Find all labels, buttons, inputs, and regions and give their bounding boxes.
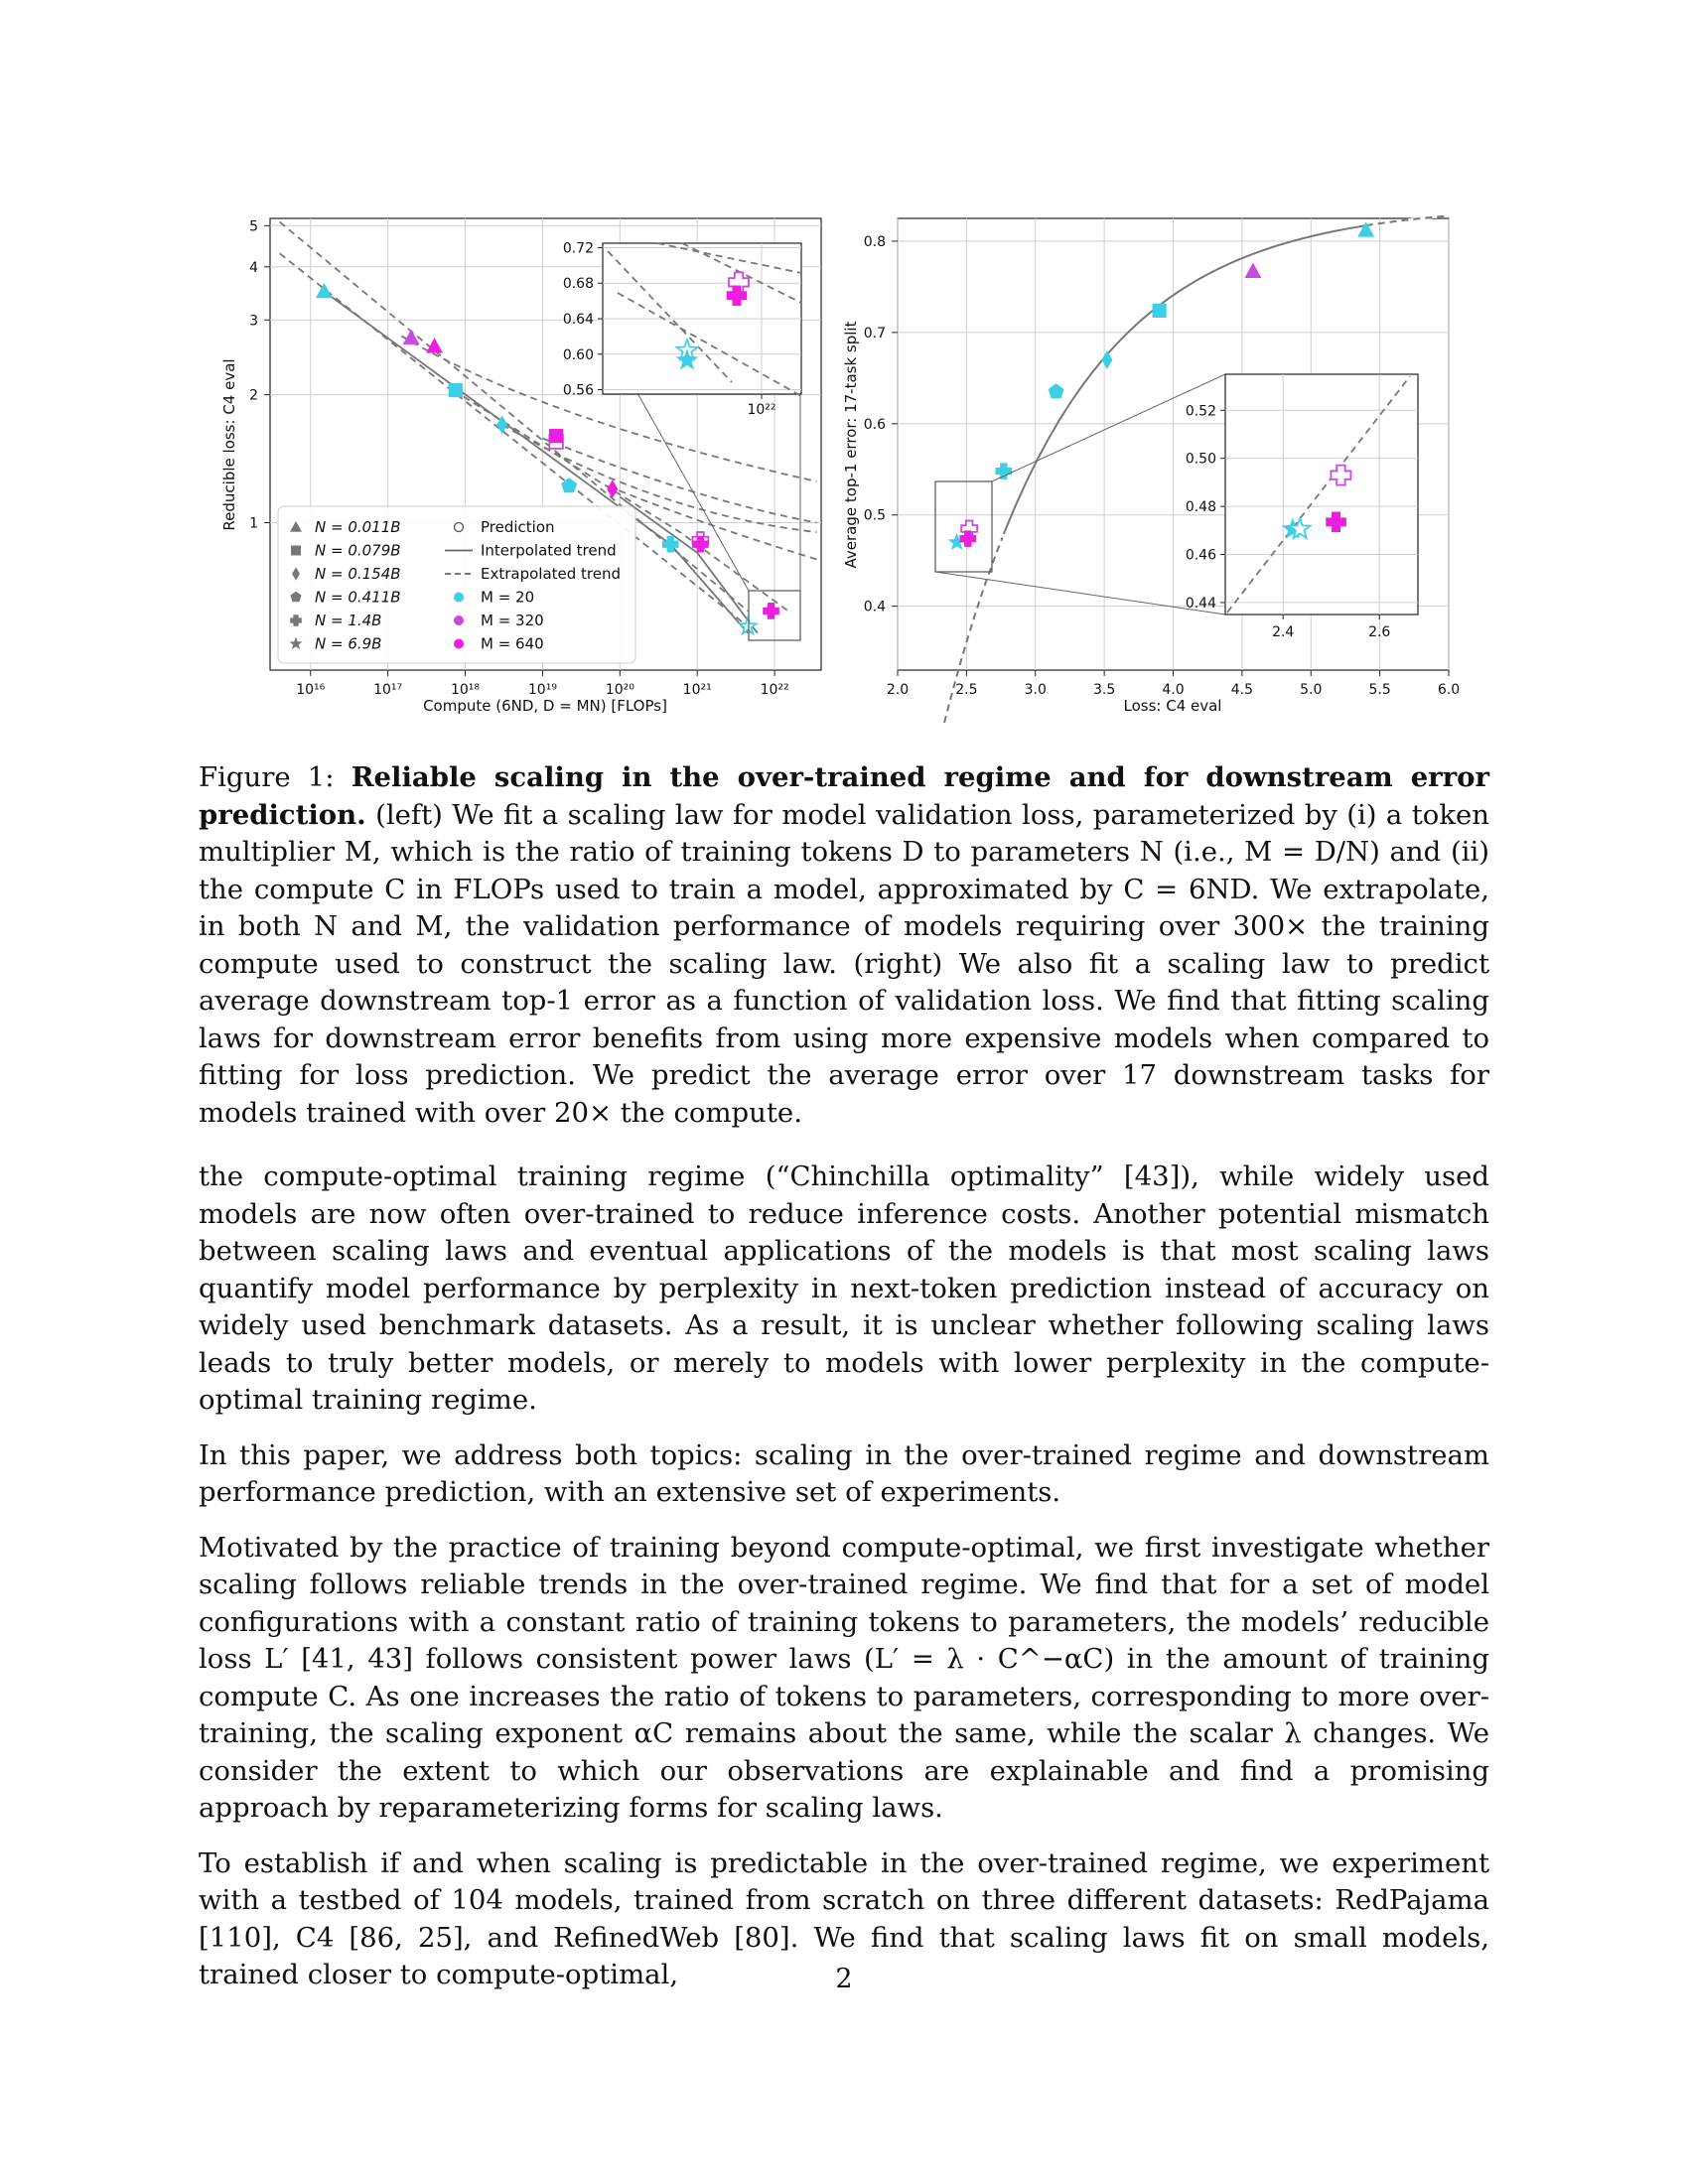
right-y-axis-label: Average top-1 error: 17-task split: [842, 321, 860, 569]
data-point: [1153, 304, 1167, 318]
inset-x-tick-label: 2.4: [1272, 624, 1295, 640]
x-tick-label: 10²¹: [682, 682, 712, 698]
legend-label: Interpolated trend: [481, 541, 617, 560]
y-tick-label: 0.5: [863, 507, 886, 524]
legend-label: M = 20: [481, 588, 535, 607]
inset-y-tick-label: 0.64: [562, 312, 594, 328]
legend-label: M = 640: [481, 634, 544, 653]
legend-marker: [291, 546, 300, 555]
data-point: [316, 284, 332, 298]
x-tick-label: 4.0: [1162, 682, 1185, 698]
left-zoom-connector: [637, 393, 749, 591]
x-tick-label: 5.5: [1368, 682, 1391, 698]
x-tick-label: 4.5: [1230, 682, 1254, 698]
legend-label: N = 0.154B: [315, 565, 401, 583]
x-tick-label: 10²²: [760, 682, 789, 698]
data-point: [764, 603, 779, 618]
inset-x-tick-label: 10²²: [747, 402, 776, 418]
x-tick-label: 10¹⁹: [527, 682, 557, 698]
y-tick-label: 0.6: [863, 416, 886, 433]
page-number: 2: [835, 1964, 853, 1994]
inset-y-tick-label: 0.72: [562, 240, 594, 257]
x-tick-label: 3.0: [1024, 682, 1047, 698]
legend-label: Extrapolated trend: [481, 565, 622, 583]
right-x-axis-label: Loss: C4 eval: [1123, 697, 1222, 715]
caption-label: Figure 1:: [199, 761, 335, 793]
legend-label: N = 6.9B: [315, 634, 382, 653]
inset-y-tick-label: 0.44: [1185, 595, 1216, 612]
legend-label: N = 0.411B: [315, 588, 401, 607]
x-tick-label: 10¹⁷: [373, 682, 403, 698]
extrapolated-trend-line: [898, 538, 1003, 726]
right-zoom-connector: [935, 572, 1225, 614]
legend-label: M = 320: [481, 612, 544, 629]
paragraph: In this paper, we address both topics: scaling in the over-trained regime and downstream performance prediction, with an extensive set of experiments.: [199, 1438, 1489, 1508]
x-tick-label: 10¹⁶: [296, 682, 326, 698]
legend-label: Prediction: [481, 518, 555, 536]
paragraph: the compute-optimal training regime (“Chinchilla optimality” [43]), while widely used models are now often over-trained to reduce inference costs. Another potential mismatch between scaling laws and eventual applications of the models is that most scaling laws quantify model performance by perplexity in next-token prediction instead of accuracy on widely used benchmark datasets. As a result, it is unclear whether following scaling laws leads to truly better models, or merely to models with lower perplexity in the compute-optimal training regime.: [199, 1160, 1489, 1416]
right-plot: [842, 215, 1460, 725]
data-point: [1049, 384, 1063, 399]
left-legend: [278, 506, 635, 663]
x-tick-label: 5.0: [1300, 682, 1323, 698]
inset-y-tick-label: 0.56: [562, 382, 594, 399]
right-inset: [1186, 374, 1418, 640]
left-plot: [220, 218, 821, 715]
x-tick-label: 2.0: [886, 682, 910, 698]
data-point: [549, 429, 563, 443]
inset-x-tick-label: 2.6: [1368, 624, 1391, 640]
y-tick-label: 4: [249, 259, 258, 276]
inset-y-tick-label: 0.60: [562, 346, 594, 363]
data-point: [1102, 351, 1112, 369]
data-point: [608, 480, 618, 498]
inset-y-tick-label: 0.46: [1185, 547, 1216, 564]
y-tick-label: 0.4: [863, 599, 886, 615]
x-tick-label: 10²⁰: [605, 682, 634, 698]
legend-marker: [455, 616, 464, 625]
y-tick-label: 1: [249, 515, 258, 532]
figure-caption: [199, 759, 1489, 1132]
caption-title: Reliable scaling in the over-trained regime and for downstream error prediction.: [199, 761, 1489, 831]
paragraph: Motivated by the practice of training beyond compute-optimal, we first investigate whether scaling follows reliable trends in the over-trained regime. We find that for a set of model configurations with a constant ratio of training tokens to parameters, the models’ reducible loss L′ [41, 43] follows consistent power laws (L′ = λ · C^−αC) in the amount of training compute C. As one increases the ratio of tokens to parameters, corresponding to more over-training, the scaling exponent αC remains about the same, while the scalar λ changes. We consider the extent to which our observations are explainable and find a promising approach by reparameterizing forms for scaling laws.: [199, 1531, 1489, 1824]
paragraph: To establish if and when scaling is predictable in the over-trained regime, we experiment with a testbed of 104 models, trained from scratch on three different datasets: RedPajama [110], C4 [86, 25], and RefinedWeb [80]. We find that scaling laws fit on small models, trained closer to compute-optimal,: [199, 1846, 1489, 1990]
data-point: [403, 330, 419, 343]
y-tick-label: 0.8: [863, 233, 886, 250]
left-y-axis-label: Reducible loss: C4 eval: [220, 358, 238, 531]
inset-y-tick-label: 0.68: [562, 276, 594, 293]
y-tick-label: 3: [249, 313, 258, 330]
legend-label: N = 0.011B: [315, 518, 401, 536]
data-point: [996, 464, 1012, 479]
x-tick-label: 3.5: [1092, 682, 1116, 698]
data-point: [740, 617, 757, 633]
left-x-axis-label: Compute (6ND, D = MN) [FLOPs]: [423, 697, 667, 715]
legend-marker: [455, 523, 464, 532]
legend-label: N = 1.4B: [315, 612, 382, 629]
y-tick-label: 5: [249, 218, 258, 235]
caption-text: (left) We fit a scaling law for model validation loss, parameterized by (i) a token multiplier M, which is the ratio of training tokens D to parameters N (i.e., M = D/N) and (ii) the compute C in FLOPs used to train a model, approximated by C = 6ND. We extrapolate, in both N and M, the validation performance of models requiring over 300× the training compute used to construct the scaling law. (right) We also fit a scaling law to predict average downstream top-1 error as a function of validation loss. We find that fitting scaling laws for downstream error benefits from using more expensive models when compared to fitting for loss prediction. We predict the average error over 17 downstream tasks for models trained with over 20× the compute.: [199, 798, 1489, 1129]
y-tick-label: 0.7: [863, 325, 886, 341]
x-tick-label: 2.5: [955, 682, 978, 698]
legend-label: N = 0.079B: [315, 541, 401, 560]
x-tick-label: 10¹⁸: [450, 682, 481, 698]
inset-y-tick-label: 0.50: [1185, 451, 1216, 468]
inset-y-tick-label: 0.52: [1185, 403, 1216, 420]
inset-y-tick-label: 0.48: [1185, 499, 1216, 516]
y-tick-label: 2: [249, 387, 258, 404]
body-text: [199, 1159, 1489, 2012]
legend-marker: [455, 639, 464, 648]
data-point: [1245, 263, 1261, 277]
x-tick-label: 6.0: [1437, 682, 1461, 698]
legend-marker: [455, 593, 464, 602]
data-point: [449, 383, 463, 397]
figure-1: [220, 208, 1481, 725]
